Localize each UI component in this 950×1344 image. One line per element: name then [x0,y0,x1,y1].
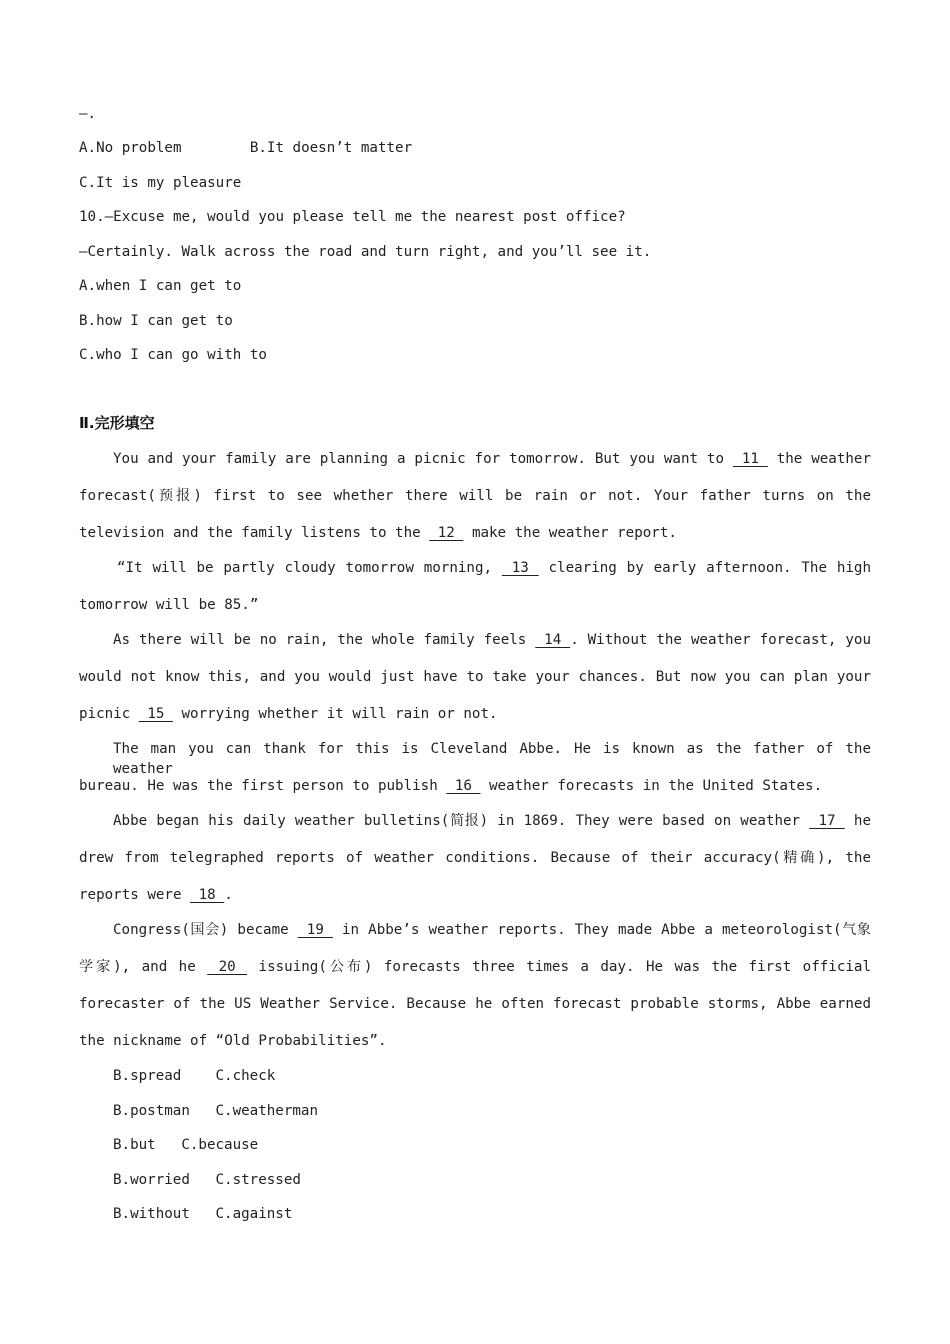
q9-answer-tail: —. [79,106,97,122]
q9-option-b: B.It doesn’t matter [249,140,413,156]
passage-p6-line2: 学家), and he 20 issuing(公布) forecasts three times a day. He was the first official [79,959,871,975]
q9-option-a: A.No problem [79,140,182,156]
blank-18: 18 [190,887,225,903]
option-row-11 [113,1066,275,1086]
option-b: B.but [113,1137,156,1153]
passage-p5-line1: Abbe began his daily weather bulletins(简报) in 1869. They were based on weather 17 he [113,813,872,829]
q10-question-line1: 10.—Excuse me, would you please tell me the nearest post office? [79,209,626,225]
q10-option-b: B.how I can get to [79,313,233,329]
option-b: B.without [113,1206,190,1222]
q10-option-a: A.when I can get to [79,278,242,294]
blank-17: 17 [809,813,845,829]
q9-option-c: C.It is my pleasure [79,175,242,191]
passage-p4-line2: bureau. He was the first person to publish 16 weather forecasts in the United States. [79,778,823,794]
passage-p1-line2: forecast(预报) first to see whether there will be rain or not. Your father turns on the [79,488,871,504]
blank-13: 13 [501,560,539,576]
option-row-13 [113,1135,258,1155]
option-c: C.check [215,1068,276,1084]
option-row-15 [113,1204,292,1224]
option-row-12 [113,1101,318,1121]
option-b: B.postman [113,1103,190,1119]
passage-p6-line3: forecaster of the US Weather Service. Because he often forecast probable storms, Abbe earned [79,996,871,1012]
passage-p3-line1: As there will be no rain, the whole family feels 14 . Without the weather forecast, you [113,632,871,648]
passage-p1-line1: You and your family are planning a picnic for tomorrow. But you want to 11 the weather [113,451,872,467]
q10-question-line2: —Certainly. Walk across the road and turn right, and you’ll see it. [79,244,652,260]
passage-p1-line3: television and the family listens to the 12 make the weather report. [79,525,677,541]
passage-p5-line3: reports were 18 . [79,887,233,903]
section-heading-cloze: Ⅱ.完形填空 [79,414,155,432]
passage-p6-line1: Congress(国会) became 19 in Abbe’s weather reports. They made Abbe a meteorologist(气象 [113,922,871,938]
passage-p4-line1: The man you can thank for this is Cleveland Abbe. He is known as the father of the weather [113,741,871,777]
blank-15: 15 [138,706,173,722]
option-c: C.weatherman [215,1103,318,1119]
q10-option-c: C.who I can go with to [79,347,267,363]
passage-p2-line1: “It will be partly cloudy tomorrow morning, 13 clearing by early afternoon. The high [117,560,872,576]
blank-20: 20 [207,959,248,975]
blank-12: 12 [429,525,464,541]
blank-16: 16 [446,778,481,794]
option-b: B.spread [113,1068,182,1084]
option-c: C.against [215,1206,293,1222]
option-row-14 [113,1170,301,1190]
blank-14: 14 [535,632,571,648]
option-c: C.because [181,1137,259,1153]
q9-options-row [79,138,412,158]
passage-p2-line2: tomorrow will be 85.” [79,597,259,613]
option-c: C.stressed [215,1172,301,1188]
passage-p5-line2: drew from telegraphed reports of weather conditions. Because of their accuracy(精确), the [79,850,871,866]
passage-p3-line2: would not know this, and you would just have to take your chances. But now you can plan your [79,669,871,685]
blank-19: 19 [297,922,333,938]
passage-p3-line3: picnic 15 worrying whether it will rain or not. [79,706,498,722]
blank-11: 11 [732,451,768,467]
passage-p6-line4: the nickname of “Old Probabilities”. [79,1033,387,1049]
option-b: B.worried [113,1172,190,1188]
